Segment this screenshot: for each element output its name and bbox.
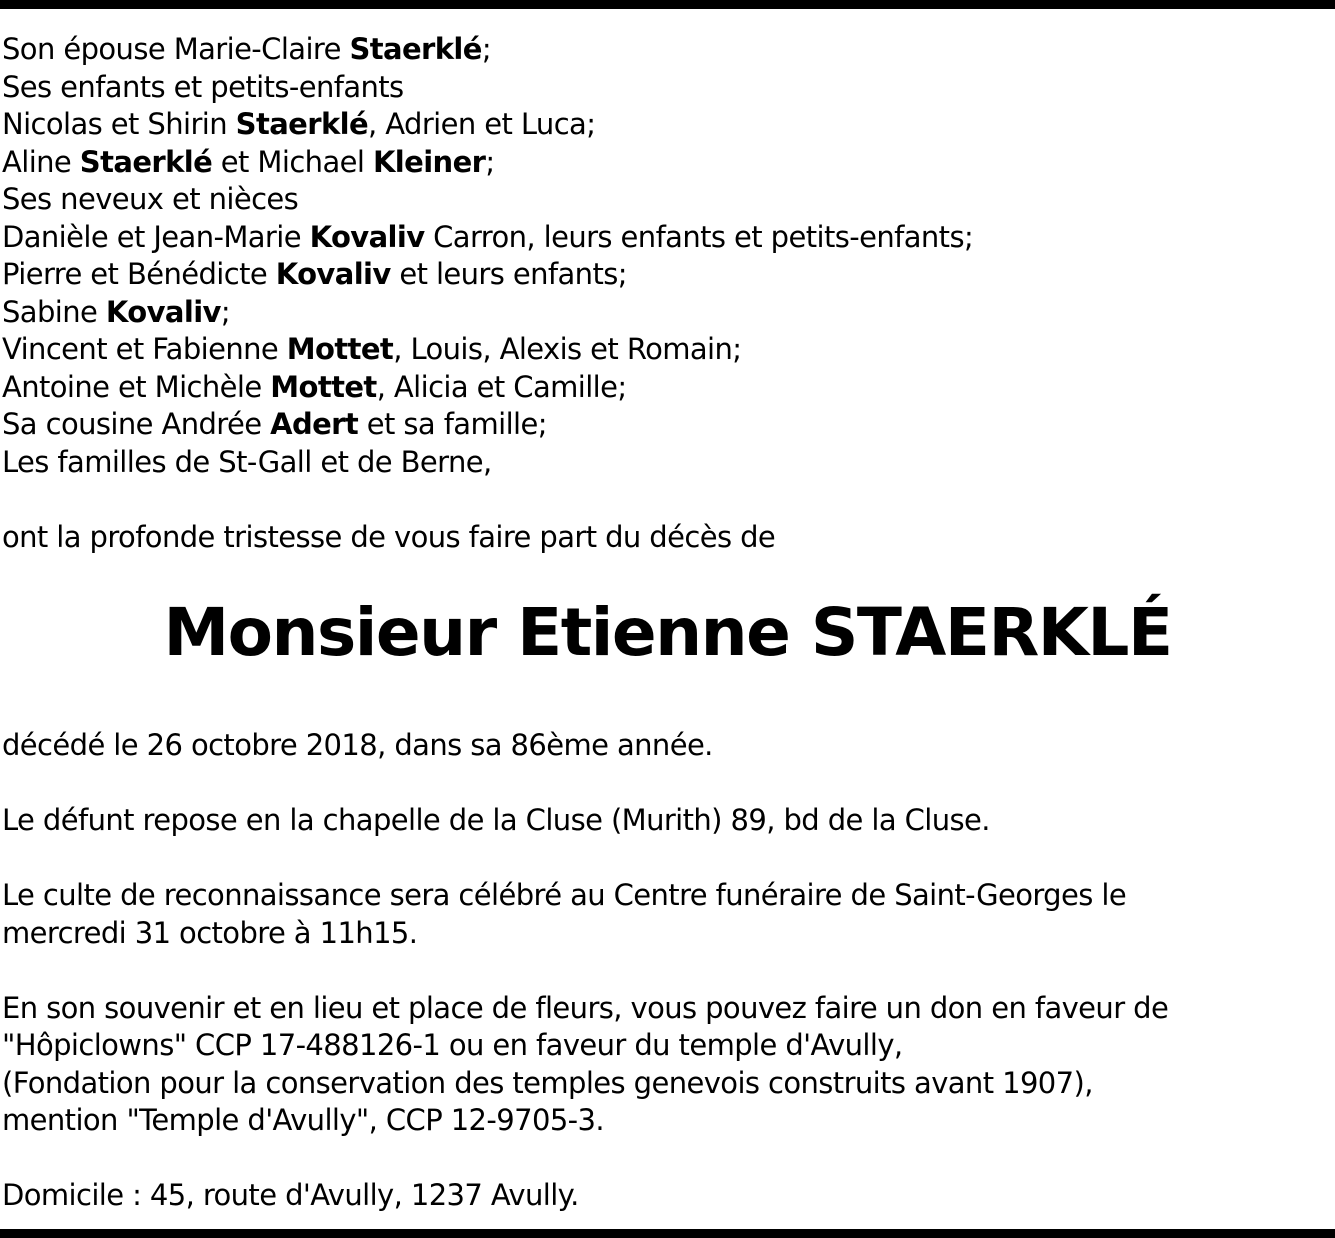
spacer <box>2 952 1332 990</box>
family-line <box>2 294 1332 332</box>
bottom-border-rule <box>0 1229 1335 1238</box>
family-line <box>2 444 1332 482</box>
spacer <box>2 840 1332 878</box>
family-line <box>2 31 1332 69</box>
family-text: Ses neveux et nièces <box>2 182 299 216</box>
donation-line: (Fondation pour la conservation des temples genevois construits avant 1907), <box>2 1065 1093 1100</box>
details-section <box>2 727 1332 1215</box>
donation-line: mention "Temple d'Avully", CCP 12-9705-3. <box>2 1103 605 1137</box>
family-text: ; <box>485 144 495 179</box>
surname: Staerklé <box>79 144 213 179</box>
service-line: mercredi 31 octobre à 11h15. <box>2 915 418 950</box>
top-border-rule <box>0 0 1335 9</box>
family-text: ; <box>481 32 492 66</box>
family-text: Danièle et Jean-Marie <box>2 219 310 254</box>
spacer <box>2 1140 1332 1178</box>
family-text: , Louis, Alexis et Romain; <box>393 332 742 366</box>
family-line <box>2 256 1332 294</box>
family-text: Son épouse Marie-Claire <box>2 32 350 66</box>
surname: Kovaliv <box>309 219 425 254</box>
donation-line: En son souvenir et en lieu et place de fleurs, vous pouvez faire un don en faveur de <box>2 990 1169 1025</box>
family-text: Antoine et Michèle <box>2 369 271 404</box>
surname: Kovaliv <box>275 257 391 291</box>
family-line <box>2 406 1332 444</box>
family-text: Pierre et Bénédicte <box>2 257 276 291</box>
family-text: Ses enfants et petits-enfants <box>2 69 404 104</box>
family-text: Les familles de St-Gall et de Berne, <box>2 444 492 479</box>
family-line <box>2 331 1332 369</box>
family-text: Sabine <box>2 294 106 329</box>
family-text: et leurs enfants; <box>390 257 627 291</box>
donation-line: "Hôpiclowns" CCP 17-488126-1 ou en faveur du temple d'Avully, <box>2 1028 903 1062</box>
family-text: Aline <box>2 144 80 179</box>
surname: Kovaliv <box>105 294 221 329</box>
surname: Mottet <box>286 332 394 366</box>
service-line: Le culte de reconnaissance sera célébré au Centre funéraire de Saint-Georges le <box>2 878 1127 912</box>
family-text: Vincent et Fabienne <box>2 332 287 366</box>
spacer <box>2 481 1332 519</box>
family-text: ; <box>220 294 231 329</box>
family-line <box>2 181 1332 219</box>
family-text: Nicolas et Shirin <box>2 107 236 141</box>
family-lines <box>2 31 1332 481</box>
announcement-text: ont la profonde tristesse de vous faire part du décès de <box>2 519 776 554</box>
family-text: , Alicia et Camille; <box>376 369 627 404</box>
family-text: et sa famille; <box>358 407 547 441</box>
family-text: Sa cousine Andrée <box>2 407 271 441</box>
deceased-name: Monsieur Etienne STAERKLÉ <box>163 594 1172 671</box>
family-line <box>2 369 1332 407</box>
family-list <box>2 31 1332 556</box>
family-text: et Michael <box>212 144 373 179</box>
family-line <box>2 106 1332 144</box>
spacer <box>2 765 1332 803</box>
surname: Kleiner <box>372 144 486 179</box>
family-line <box>2 219 1332 257</box>
family-line <box>2 69 1332 107</box>
surname: Mottet <box>270 369 377 404</box>
death-date-text: décédé le 26 octobre 2018, dans sa 86ème année. <box>2 728 713 762</box>
chapel-text: Le défunt repose en la chapelle de la Cluse (Murith) 89, bd de la Cluse. <box>2 803 990 837</box>
family-line <box>2 144 1332 182</box>
surname: Adert <box>270 407 359 441</box>
surname: Staerklé <box>349 32 482 66</box>
address-text: Domicile : 45, route d'Avully, 1237 Avully. <box>2 1178 579 1212</box>
surname: Staerklé <box>235 107 369 141</box>
family-text: , Adrien et Luca; <box>368 107 596 141</box>
family-text: Carron, leurs enfants et petits-enfants; <box>424 219 974 254</box>
